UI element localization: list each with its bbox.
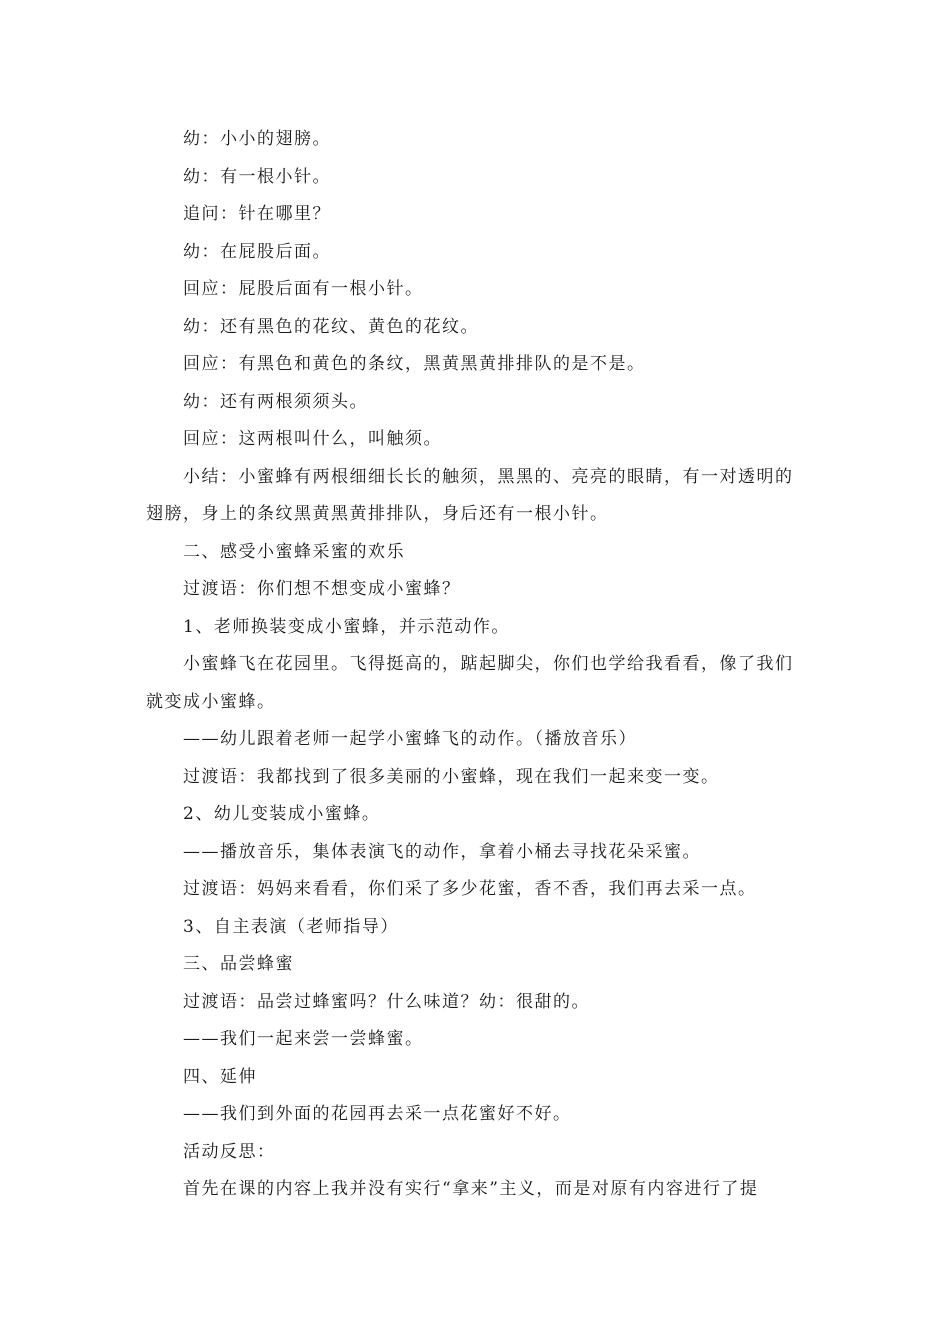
paragraph: ——我们到外面的花园再去采一点花蜜好不好。 — [183, 1104, 572, 1124]
paragraph: 追问：针在哪里？ — [183, 204, 331, 224]
paragraph: ——幼儿跟着老师一起学小蜜蜂飞的动作。（播放音乐） — [183, 729, 637, 749]
paragraph: 过渡语：妈妈来看看，你们采了多少花蜜，香不香，我们再去采一点。 — [183, 879, 757, 899]
paragraph: 小蜜蜂飞在花园里。飞得挺高的，踮起脚尖，你们也学给我看看，像了我们就变成小蜜蜂。 — [146, 654, 794, 712]
paragraph: 幼：小小的翅膀。 — [183, 129, 331, 149]
paragraph: 幼：还有两根须须头。 — [183, 391, 368, 412]
paragraph: 回应：有黑色和黄色的条纹，黑黄黑黄排排队的是不是。 — [183, 354, 646, 374]
section-heading: 三、品尝蜂蜜 — [183, 954, 294, 974]
paragraph: ——播放音乐，集体表演飞的动作，拿着小桶去寻找花朵采蜜。 — [183, 841, 701, 862]
paragraph: 回应：屁股后面有一根小针。 — [183, 279, 424, 299]
paragraph: 回应：这两根叫什么，叫触须。 — [183, 429, 442, 449]
step-heading: 1、老师换装变成小蜜蜂，并示范动作。 — [183, 616, 510, 637]
paragraph: 过渡语：我都找到了很多美丽的小蜜蜂，现在我们一起来变一变。 — [183, 766, 720, 787]
step-heading: 2、幼儿变装成小蜜蜂。 — [183, 804, 381, 824]
paragraph: ——我们一起来尝一尝蜂蜜。 — [183, 1029, 424, 1049]
document-body — [146, 121, 796, 1209]
paragraph: 过渡语：你们想不想变成小蜜蜂？ — [183, 579, 461, 599]
paragraph: 幼：还有黑色的花纹、黄色的花纹。 — [183, 316, 479, 337]
summary-paragraph: 小结：小蜜蜂有两根细细长长的触须，黑黑的、亮亮的眼睛，有一对透明的翅膀，身上的条纹黑黄黑黄排排队，身后还有一根小针。 — [146, 466, 794, 524]
section-heading: 四、延伸 — [183, 1066, 257, 1087]
section-heading: 二、感受小蜜蜂采蜜的欢乐 — [183, 541, 405, 562]
step-heading: 3、自主表演（老师指导） — [183, 916, 399, 937]
reflection-paragraph: 首先在课的内容上我并没有实行“拿来”主义，而是对原有内容进行了提 — [183, 1179, 759, 1199]
reflection-heading: 活动反思： — [183, 1141, 276, 1162]
paragraph: 幼：在屁股后面。 — [183, 241, 331, 262]
paragraph: 幼：有一根小针。 — [183, 166, 331, 187]
paragraph: 过渡语：品尝过蜂蜜吗？什么味道？幼：很甜的。 — [183, 991, 590, 1012]
